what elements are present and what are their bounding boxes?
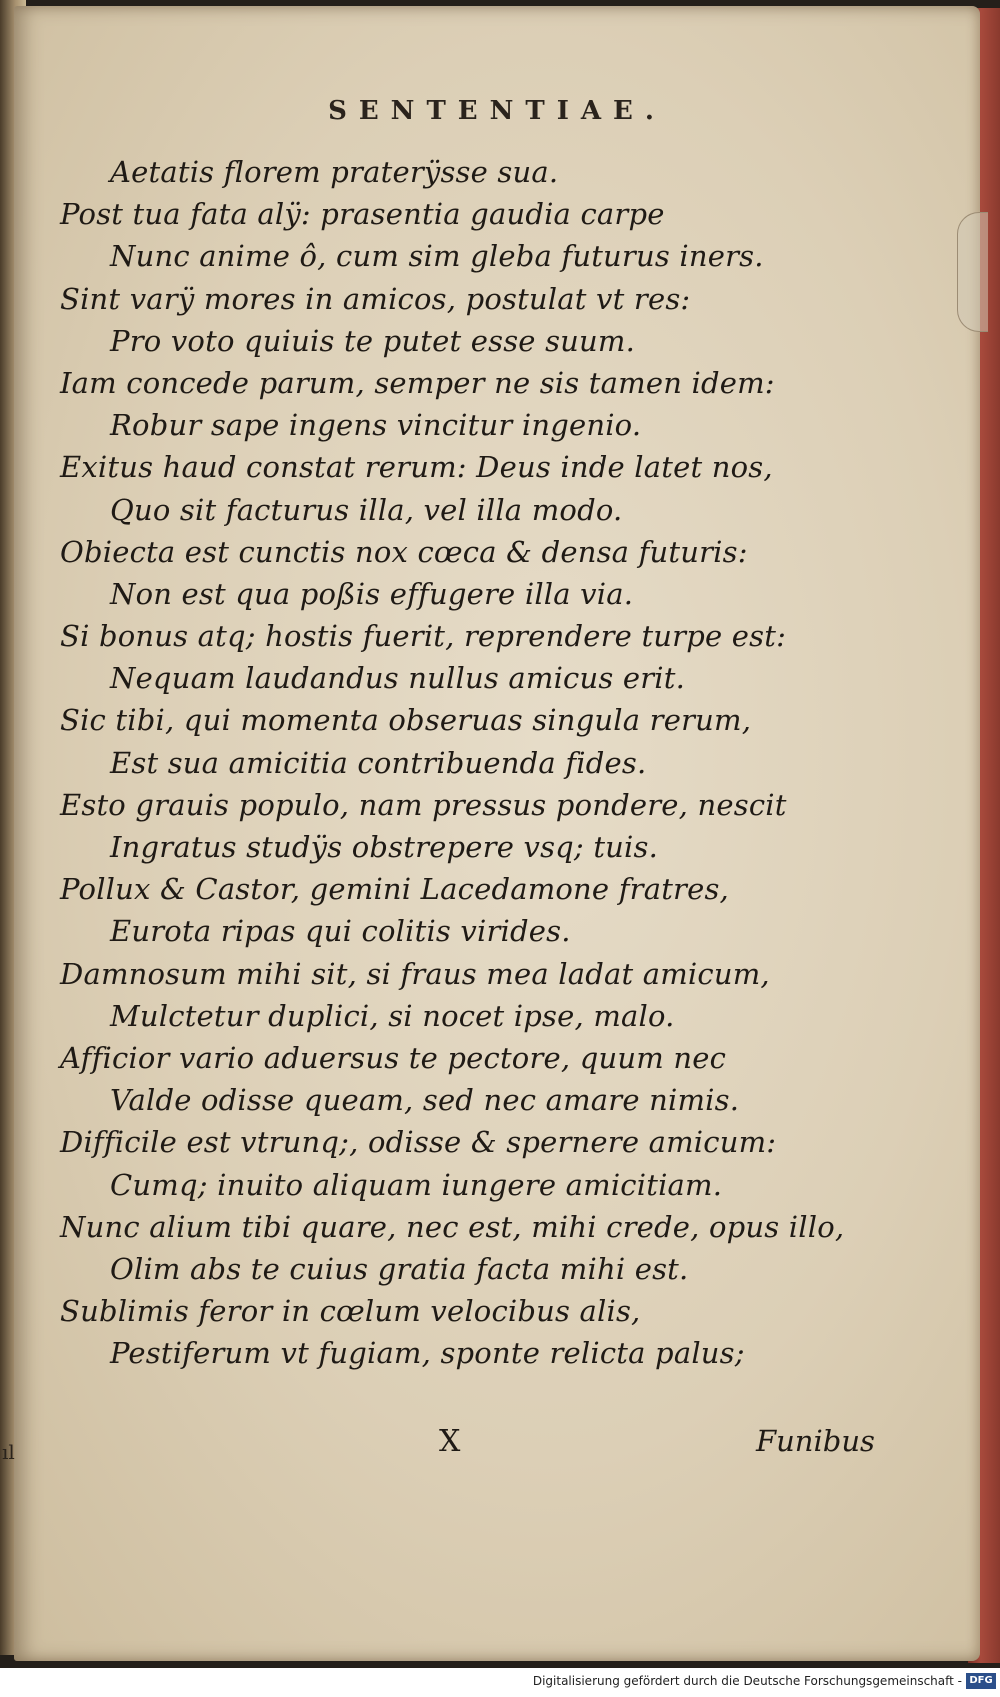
verse-line: Post tua fata alÿ: prasentia gaudia carpe [60,197,665,232]
verse-line: Valde odisse queam, sed nec amare nimis. [110,1083,740,1118]
verse-line: Non est qua poßis effugere illa via. [110,576,634,611]
page-tab-marker [957,212,988,332]
verse-line: Nequam laudandus nullus amicus erit. [110,661,686,696]
catchword: Funibus [756,1424,875,1458]
verse-line: Est sua amicitia contribuenda fides. [110,745,647,780]
signature-mark: X [439,1424,461,1459]
verse-line: Obiecta est cunctis nox cœca & densa futuris: [60,534,748,569]
dfg-logo: DFG [966,1673,996,1689]
verse-text [60,151,960,1374]
verse-line: Esto grauis populo, nam pressus pondere, nescit [60,787,787,822]
verse-line: Iam concede parum, semper ne sis tamen idem: [60,365,775,400]
verse-line: Pestiferum vt fugiam, sponte relicta palus; [110,1336,745,1371]
verse-line: Afficior vario aduersus te pectore, quum nec [60,1040,727,1075]
verse-line: Eurota ripas qui colitis virides. [110,914,571,949]
verse-line: Aetatis florem praterÿsse sua. [110,155,559,189]
digitization-credit: Digitalisierung gefördert durch die Deutsche Forschungsgemeinschaft - [532,1674,962,1688]
verse-line: Robur sape ingens vincitur ingenio. [110,408,642,443]
running-head: SENTENTIAE. [328,96,666,126]
verse-line: Pollux & Castor, gemini Lacedamone fratres, [60,872,729,907]
verse-line: Mulctetur duplici, si nocet ipse, malo. [110,998,675,1033]
verse-line: Sic tibi, qui momenta obseruas singula rerum, [60,703,752,738]
verse-line: Nunc anime ô, cum sim gleba futurus iners. [110,239,764,274]
verse-line: Pro voto quiuis te putet esse suum. [110,323,636,358]
verse-line: Nunc alium tibi quare, nec est, mihi crede, opus illo, [60,1209,845,1244]
verse-line: Sint varÿ mores in amicos, postulat vt res: [60,281,691,316]
verse-line: Damnosum mihi sit, si fraus mea ladat amicum, [60,956,770,991]
verse-line: Ingratus studÿs obstrepere vsq; tuis. [110,830,659,864]
verse-line: Exitus haud constat rerum: Deus inde latet nos, [60,450,773,485]
verse-line: Olim abs te cuius gratia facta mihi est. [110,1251,689,1286]
verse-line: Difficile est vtrunq;, odisse & spernere amicum: [60,1125,777,1160]
footer-bar [0,1668,1000,1697]
margin-mark: ıl [2,1440,15,1464]
page-paper [14,6,980,1661]
verse-line: Si bonus atq; hostis fuerit, reprendere turpe est: [60,619,787,654]
verse-line: Quo sit facturus illa, vel illa modo. [110,492,623,527]
verse-line: Cumq; inuito aliquam iungere amicitiam. [110,1167,723,1202]
verse-line: Sublimis feror in cœlum velocibus alis, [60,1294,641,1329]
